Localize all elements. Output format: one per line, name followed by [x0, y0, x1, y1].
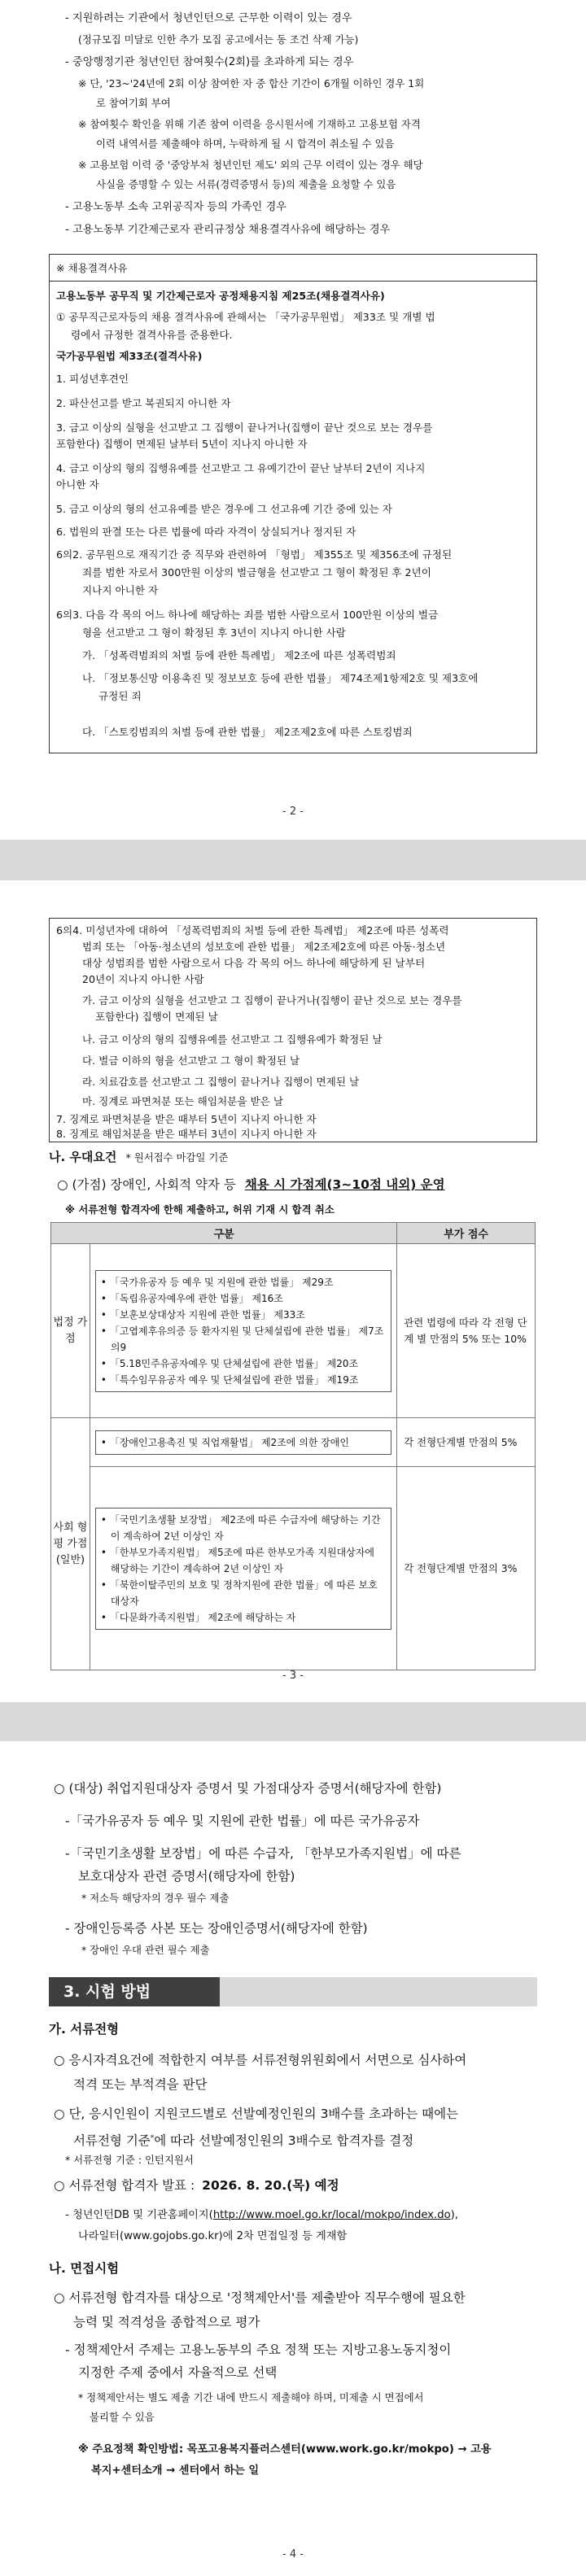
text-span: ), — [450, 2209, 458, 2221]
box-line: 다. 벌금 이하의 형을 선고받고 그 형이 확정된 날 — [82, 1054, 300, 1067]
list-item: • 「독립유공자예우에 관한 법률」 제16조 — [100, 1292, 283, 1304]
text-line: 지정한 주제 중에서 자율적으로 선택 — [78, 2365, 278, 2380]
row-items — [90, 1418, 396, 1467]
divider — [50, 281, 536, 282]
section-bar — [49, 1977, 537, 2006]
text-line: 복지+센터소개 → 센터에서 하는 일 — [91, 2465, 260, 2477]
list-item: • 「다문화가족지원법」 제2조에 해당하는 자 — [100, 1611, 296, 1623]
box-line: 아니한 자 — [56, 478, 99, 491]
text-line — [65, 2207, 458, 2225]
text-line: ※ 고용보험 이력 중 '중앙부처 청년인턴 제도' 외의 근무 이력이 있는 경우 해당 — [78, 159, 423, 171]
box-line: 4. 금고 이상의 형의 집행유예를 선고받고 그 유예기간이 끝난 날부터 2년이 지나지 — [56, 462, 426, 474]
row-label: 법정 가점 — [51, 1244, 90, 1418]
box-line: 7. 징계로 파면처분을 받은 때부터 5년이 지나지 아니한 자 — [56, 1113, 317, 1125]
list-item: • 「한부모가족지원법」 제5조에 따른 한부모가족 지원대상자에 해당하는 기간이 계속하여 2년 이상인 자 — [100, 1546, 374, 1574]
box-line: 8. 징계로 해임처분을 받은 때부터 3년이 지나지 아니한 자 — [56, 1128, 317, 1140]
text-line: - 지원하려는 기관에서 청년인턴으로 근무한 이력이 있는 경우 — [65, 12, 352, 24]
list-item: • 「특수임무유공자 예우 및 단체설립에 관한 법률」 제19조 — [100, 1373, 359, 1386]
law-list — [95, 1430, 391, 1455]
text-line: (정규모집 미달로 인한 추가 모집 공고에서는 동 조건 삭제 가능) — [78, 33, 359, 46]
law-list — [95, 1508, 391, 1630]
table-row — [51, 1418, 536, 1467]
list-item: • 「장애인고용촉진 및 직업재활법」 제2조에 의한 장애인 — [100, 1436, 349, 1448]
text-line: 능력 및 적격성을 종합적으로 평가 — [73, 2315, 260, 2329]
text-line: * 장애인 우대 관련 필수 제출 — [81, 1944, 210, 1956]
bonus-emphasis: 채용 시 가점제(3~10점 내외) 운영 — [244, 1177, 445, 1192]
text-line: 로 참여기회 부여 — [96, 97, 171, 109]
row-points: 관련 법령에 따라 각 전형 단계 별 만점의 5% 또는 10% — [397, 1244, 536, 1418]
document-page-3 — [0, 880, 586, 1702]
sub-heading: 나. 면접시험 — [49, 2261, 120, 2276]
box-line: 6. 법원의 판결 또는 다른 법률에 따라 자격이 상실되거나 정지된 자 — [56, 526, 356, 538]
box-line: 규정된 죄 — [98, 690, 142, 702]
box-line: 3. 금고 이상의 실형을 선고받고 그 집행이 끝나거나(집행이 끝난 것으로 보는 경우를 — [56, 421, 433, 434]
box-line: 령에서 규정한 결격사유를 준용한다. — [71, 329, 233, 341]
bonus-points-table — [50, 1222, 536, 1670]
box-line: 가. 「성폭력범죄의 처벌 등에 관한 특례법」 제2조에 따른 성폭력범죄 — [82, 649, 396, 661]
text-line: 나라일터(www.gojobs.go.kr)에 2차 면접일정 등 게재함 — [78, 2230, 348, 2242]
table-header-points: 부가 점수 — [397, 1223, 536, 1244]
table-note: ※ 서류전형 합격자에 한해 제출하고, 허위 기재 시 합격 취소 — [65, 1203, 335, 1216]
document-page-2 — [0, 0, 586, 840]
page-number: - 2 - — [282, 806, 304, 818]
box-line: 2. 파산선고를 받고 복권되지 아니한 자 — [56, 397, 231, 409]
text-line — [54, 2176, 339, 2195]
bonus-prefix: ○ (가점) 장애인, 사회적 약자 등 — [57, 1177, 236, 1192]
text-line: ※ 단, '23~'24년에 2회 이상 참여한 자 중 합산 기간이 6개월 이하인 경우 1회 — [78, 77, 425, 90]
disqualification-box-continued — [49, 918, 537, 1142]
law-list — [95, 1270, 391, 1392]
sub-heading: 가. 서류전형 — [49, 2022, 120, 2037]
text-line: - 장애인등록증 사본 또는 장애인증명서(해당자에 한함) — [65, 1921, 368, 1936]
text-line: - 정책제안서 주제는 고용노동부의 주요 정책 또는 지방고용노동지청이 — [65, 2342, 452, 2357]
text-span: 서류전형 기준 — [73, 2133, 151, 2149]
box-line: 마. 징계로 파면처분 또는 해임처분을 받은 날 — [82, 1095, 284, 1107]
text-span: 에 따라 선발예정인원의 3배수로 합격자를 결정 — [154, 2133, 414, 2149]
box-line: 6의4. 미성년자에 대하여 「성폭력범죄의 처벌 등에 관한 특례법」 제2조에 따른 성폭력 — [56, 924, 449, 937]
text-line: ○ 단, 응시인원이 지원코드별로 선발예정인원의 3배수를 초과하는 때에는 — [54, 2107, 459, 2121]
text-line: 적격 또는 부적격을 판단 — [73, 2077, 208, 2092]
disqualification-box — [49, 254, 537, 753]
box-line: 가. 금고 이상의 실형을 선고받고 그 집행이 끝나거나(집행이 끝난 것으로 보는 경우를 — [82, 994, 462, 1006]
table-header-row — [51, 1223, 536, 1244]
text-line: 사실을 증명할 수 있는 서류(경력증명서 등)의 제출을 요청할 수 있음 — [96, 178, 396, 190]
box-line: 포함한다) 집행이 면제된 날부터 5년이 지나지 아니한 자 — [56, 438, 308, 450]
agency-homepage-link[interactable]: http://www.moel.go.kr/local/mokpo/index.do — [212, 2209, 451, 2221]
text-span: - 청년인턴DB 및 기관홈페이지( — [65, 2209, 213, 2221]
text-line: ○ 서류전형 합격자를 대상으로 '정책제안서'를 제출받아 직무수행에 필요한 — [54, 2290, 466, 2305]
box-line: 나. 「정보통신망 이용촉진 및 정보보호 등에 관한 법률」 제74조제1항제2호 및 제3호에 — [82, 672, 479, 684]
box-line: 6의2. 공무원으로 재직기간 중 직무와 관련하여 「형법」 제355조 및 제356조에 규정된 — [56, 548, 453, 561]
table-header-category: 구분 — [51, 1223, 397, 1244]
box-line: 대상 성범죄를 범한 사람으로서 다음 각 목의 어느 하나에 해당하게 된 날부터 — [82, 957, 426, 969]
text-line: 보호대상자 관련 증명서(해당자에 한함) — [78, 1869, 295, 1884]
document-page-4 — [0, 1741, 586, 2576]
text-line: 불리할 수 있음 — [90, 2411, 155, 2423]
box-line: 6의3. 다음 각 목의 어느 하나에 해당하는 죄를 범한 사람으로서 100만원 이상의 벌금 — [56, 609, 439, 621]
box-line: 죄를 범한 자로서 300만원 이상의 벌금형을 선고받고 그 형이 확정된 후 2년이 — [82, 566, 431, 579]
list-item: • 「고엽제후유의증 등 환자지원 및 단체설립에 관한 법률」 제7조의9 — [100, 1325, 384, 1353]
text-line: ※ 주요정책 확인방법: 목포고용복지플러스센터(www.work.go.kr/mokpo) → 고용 — [78, 2443, 492, 2456]
text-line: ※ 참여횟수 확인을 위해 기존 참여 이력을 응시원서에 기재하고 고용보험 자격 — [78, 118, 421, 130]
row-items — [90, 1244, 396, 1418]
text-span: ○ 서류전형 합격자 발표 : — [54, 2178, 195, 2193]
text-line: -「국가유공자 등 예우 및 지원에 관한 법률」에 따른 국가유공자 — [65, 1814, 420, 1828]
box-line: 지나지 아니한 자 — [82, 584, 159, 596]
text-line: ○ 응시자격요건에 적합한지 여부를 서류전형위원회에서 서면으로 심사하여 — [54, 2053, 467, 2067]
text-line: * 서류전형 기준 : 인턴지원서 — [65, 2154, 194, 2166]
box-line: 포함한다) 집행이 면제된 날 — [95, 1011, 218, 1023]
text-line: - 중앙행정기관 청년인턴 참여횟수(2회)를 초과하게 되는 경우 — [65, 56, 354, 68]
row-points: 각 전형단계별 만점의 3% — [397, 1467, 536, 1670]
list-item: • 「국민기초생활 보장법」 제2조에 따른 수급자에 해당하는 기간이 계속하여 2년 이상인 자 — [100, 1513, 381, 1542]
table-row — [51, 1244, 536, 1418]
box-line: 5. 금고 이상의 형의 선고유예를 받은 경우에 그 선고유예 기간 중에 있는 자 — [56, 503, 392, 515]
box-line: 나. 금고 이상의 형의 집행유예를 선고받고 그 집행유예가 확정된 날 — [82, 1033, 383, 1046]
text-line: ○ (대상) 취업지원대상자 증명서 및 가점대상자 증명서(해당자에 한함) — [54, 1781, 442, 1796]
box-title: ※ 채용결격사유 — [56, 262, 128, 274]
box-line: ① 공무직근로자등의 채용 결격사유에 관해서는 「국가공무원법」 제33조 및 개별 법 — [56, 311, 435, 323]
result-date: 2026. 8. 20.(목) 예정 — [202, 2178, 339, 2193]
text-line: 이력 내역서를 제출해야 하며, 누락하게 될 시 합격이 취소될 수 있음 — [96, 138, 395, 150]
page-number: - 3 - — [282, 1670, 304, 1682]
section-title: 3. 시험 방법 — [49, 1977, 220, 2006]
table-row — [51, 1467, 536, 1670]
box-heading: 고용노동부 공무직 및 기간제근로자 공정채용지침 제25조(채용결격사유) — [56, 290, 385, 302]
text-line: - 고용노동부 기간제근로자 관리규정상 채용결격사유에 해당하는 경우 — [65, 224, 391, 236]
row-label: 사회 형평 가점 (일반) — [51, 1418, 90, 1670]
bonus-line — [57, 1175, 445, 1194]
row-points: 각 전형단계별 만점의 5% — [397, 1418, 536, 1467]
text-line: - 고용노동부 소속 고위공직자 등의 가족인 경우 — [65, 201, 286, 213]
text-line: * 저소득 해당자의 경우 필수 제출 — [81, 1892, 230, 1904]
text-line: 서류전형 기준*에 따라 선발예정인원의 3배수로 합격자를 결정 — [73, 2133, 414, 2149]
box-line: 1. 피성년후견인 — [56, 373, 129, 385]
list-item: • 「5.18민주유공자예우 및 단체설립에 관한 법률」 제20조 — [100, 1357, 359, 1369]
text-line: * 정책제안서는 별도 제출 기간 내에 반드시 제출해야 하며, 미제출 시 면접에서 — [78, 2391, 424, 2404]
box-line: 20년이 지나지 아니한 사람 — [82, 973, 204, 985]
box-line: 다. 「스토킹범죄의 처벌 등에 관한 법률」 제2조제2호에 따른 스토킹범죄 — [82, 726, 413, 738]
row-items — [90, 1467, 396, 1670]
sub-heading-note: * 원서접수 마감일 기준 — [125, 1151, 229, 1164]
sub-heading-text: 나. 우대요건 — [49, 1150, 117, 1164]
box-line: 라. 치료감호를 선고받고 그 집행이 끝나거나 집행이 면제된 날 — [82, 1076, 360, 1088]
page-number: - 4 - — [282, 2548, 304, 2561]
box-law-heading: 국가공무원법 제33조(결격사유) — [56, 350, 203, 362]
page-separator — [0, 1702, 586, 1741]
list-item: • 「보훈보상대상자 지원에 관한 법률」 제33조 — [100, 1308, 305, 1321]
box-line: 범죄 또는 「아동·청소년의 성보호에 관한 법률」 제2조제2호에 따른 아동·청소년 — [82, 941, 446, 953]
sub-heading — [49, 1147, 228, 1168]
page-separator — [0, 840, 586, 880]
list-item: • 「북한이탈주민의 보호 및 정착지원에 관한 법률」에 따른 보호대상자 — [100, 1578, 378, 1607]
list-item: • 「국가유공자 등 예우 및 지원에 관한 법률」 제29조 — [100, 1276, 334, 1288]
text-line: -「국민기초생활 보장법」에 따른 수급자, 「한부모가족지원법」에 따른 — [65, 1846, 461, 1861]
box-line: 형을 선고받고 그 형이 확정된 후 3년이 지나지 아니한 사람 — [82, 627, 346, 639]
